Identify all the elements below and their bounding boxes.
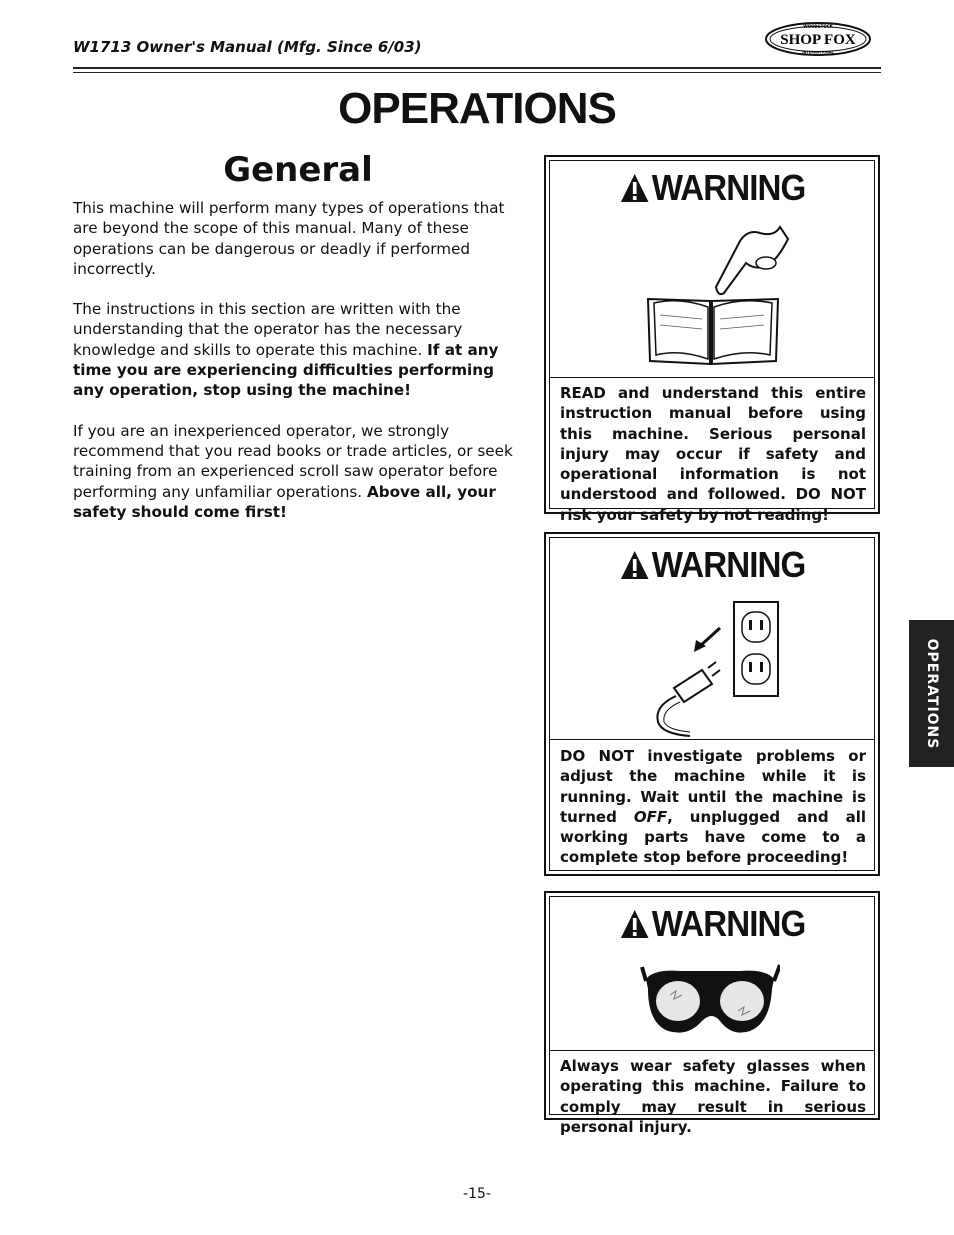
- body-text: [73, 198, 525, 542]
- warning-heading: WARNING: [563, 544, 861, 586]
- warning-text-unplug: DO NOT investigate problems or adjust the machine while it is running. Wait until the machine is turned OFF, unplugged and all working parts have come to a complete stop before proceeding!: [560, 747, 866, 867]
- paragraph-1: This machine will perform many types of operations that are beyond the scope of this manual. Many of these operations can be dangerous or deadly if performed incorrectly.: [73, 199, 505, 278]
- warning-box-safety-glasses: [544, 891, 880, 1136]
- book-hand-icon: [640, 219, 790, 369]
- warning-box-unplug: [544, 532, 880, 876]
- section-heading: General: [223, 150, 373, 190]
- page-number: -15-: [463, 1186, 491, 1202]
- side-tab-label: OPERATIONS: [923, 638, 940, 749]
- warning-heading: WARNING: [563, 167, 861, 209]
- page-title: OPERATIONS: [338, 84, 616, 133]
- shop-fox-logo: [764, 21, 872, 57]
- manual-title: W1713 Owner's Manual (Mfg. Since 6/03): [73, 38, 422, 56]
- warning-text-safety-glasses: Always wear safety glasses when operating this machine. Failure to comply may result in serious personal injury.: [560, 1057, 866, 1136]
- header-rule-thin: [73, 72, 881, 73]
- paragraph-3: If you are an inexperienced operator, we strongly recommend that you read books or trade articles, or seek training from an experienced scroll saw operator before performing any unfamiliar operations. Above all, your safety should come first!: [73, 421, 513, 521]
- warning-triangle-icon: [619, 549, 650, 581]
- section-side-tab: [909, 620, 954, 767]
- warning-heading: WARNING: [563, 903, 861, 945]
- warning-text-read-manual: READ and understand this entire instruction manual before using this machine. Serious personal injury may occur if safety and operational information is not understood and followed. DO NOT risk your safety by not reading!: [560, 384, 866, 524]
- logo-arc-top: WOODSTOCK: [803, 24, 833, 29]
- warning-box-read-manual: [544, 155, 880, 524]
- paragraph-2: The instructions in this section are written with the understanding that the operator has the necessary knowledge and skills to operate this machine. If at any time you are experiencing difficulties performing any operation, stop using the machine!: [73, 300, 499, 400]
- logo-text: SHOP FOX: [780, 32, 856, 48]
- safety-glasses-icon: [640, 961, 780, 1045]
- header-rule: [73, 67, 881, 69]
- warning-triangle-icon: [619, 908, 650, 940]
- unplug-icon: [650, 598, 790, 738]
- warning-triangle-icon: [619, 172, 650, 204]
- logo-arc-bottom: INTERNATIONAL: [802, 50, 834, 55]
